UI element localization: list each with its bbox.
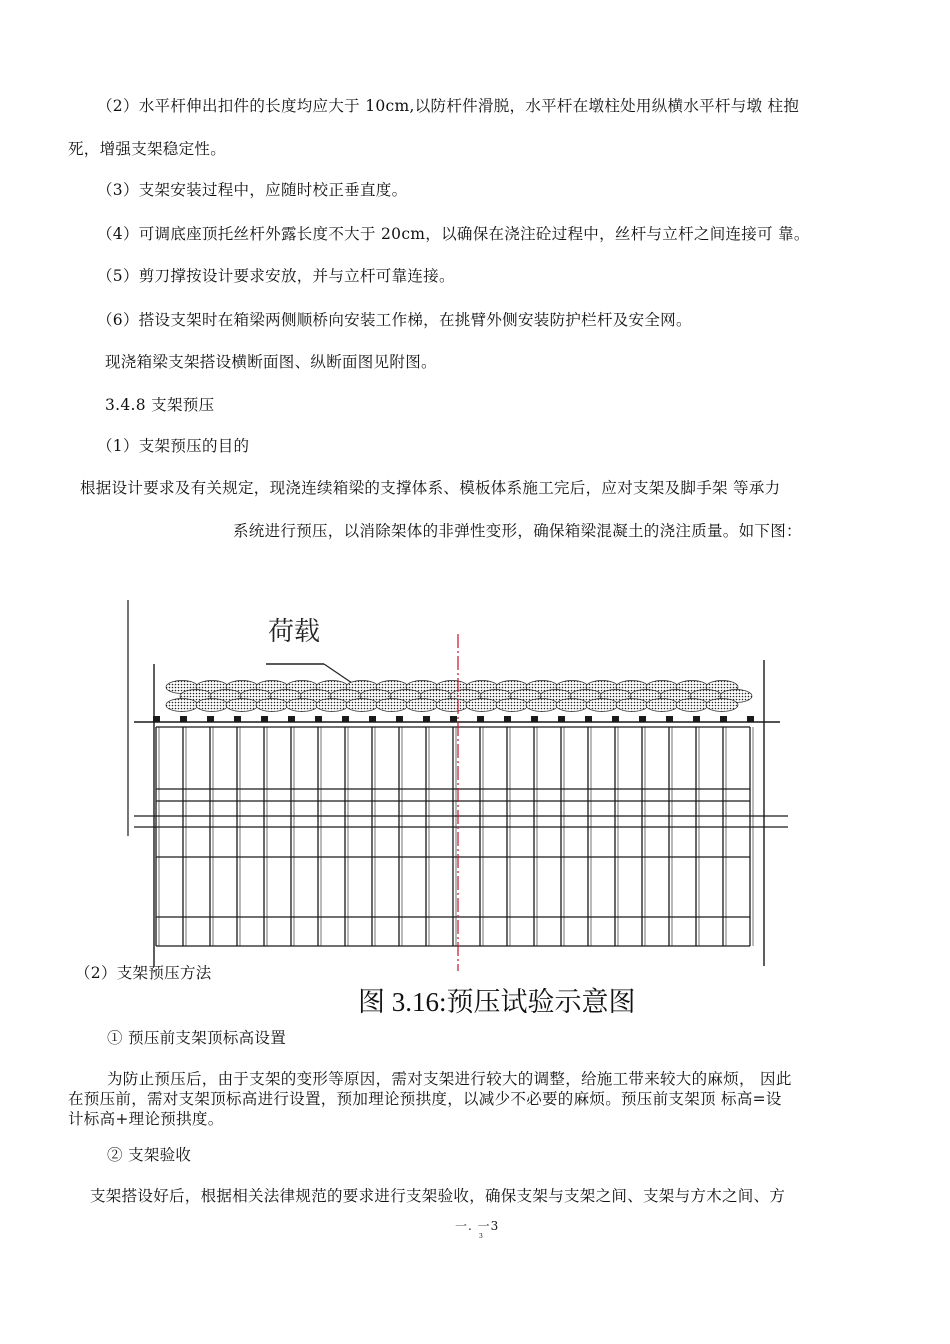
top-support-block [234,716,241,722]
sandbag [376,699,408,712]
sandbag [676,699,708,712]
sandbag [406,699,438,712]
load-leader-arrow [324,664,352,683]
item-1-line-1: 为防止预压后，由于支架的变形等原因，需对支架进行较大的调整，给施工带来较大的麻烦， 因此 [107,1070,792,1088]
item-1-title: ① 预压前支架顶标高设置 [107,1029,287,1047]
subsection-2-title: （2）支架预压方法 [75,964,212,982]
item-1-line-2: 在预压前，需对支架顶标高进行设置，预加理论预拱度，以减少不必要的麻烦。预压前支架顶 标高=设 [68,1090,782,1108]
sandbag [196,699,228,712]
item-1-line-3: 计标高+理论预拱度。 [68,1110,224,1128]
top-support-block [261,716,268,722]
top-support-block [180,716,187,722]
top-support-block [612,716,619,722]
paragraph-2-line-2: 死，增强支架稳定性。 [68,140,227,158]
paragraph-4: （4）可调底座顶托丝杆外露长度不大于 20cm，以确保在浇注砼过程中，丝杆与立杆之间连接可 靠。 [97,225,810,243]
top-support-block [315,716,322,722]
top-support-block [396,716,403,722]
sandbag [436,699,468,712]
top-support-block [477,716,484,722]
sandbag [256,699,288,712]
sandbag [496,699,528,712]
load-label-group [266,617,352,683]
sandbag [616,699,648,712]
top-support-block [423,716,430,722]
top-support-block [153,716,160,722]
top-support-block [342,716,349,722]
top-support-block [288,716,295,722]
paragraph-5: （5）剪刀撑按设计要求安放，并与立杆可靠连接。 [97,267,455,285]
sandbag [286,699,318,712]
subsection-1-line-1: 根据设计要求及有关规定，现浇连续箱梁的支撑体系、模板体系施工完后，应对支架及脚手架 等承力 [80,479,781,497]
item-2-title: ② 支架验收 [107,1146,192,1164]
subsection-1-title: （1）支架预压的目的 [97,437,250,455]
section-title: 3.4.8 支架预压 [105,396,215,414]
top-support-block [720,716,727,722]
sandbag [706,699,738,712]
page-number: 一. 一3 [455,1219,500,1233]
top-support-block [693,716,700,722]
paragraph-3: （3）支架安装过程中，应随时校正垂直度。 [97,181,408,199]
top-support-block [504,716,511,722]
sandbag [316,699,348,712]
sandbag [466,699,498,712]
sandbag [586,699,618,712]
top-support-block [639,716,646,722]
top-support-block [558,716,565,722]
sandbag [556,699,588,712]
sandbag [166,699,198,712]
top-support-block [450,716,457,722]
sandbag [346,699,378,712]
item-2-line-1: 支架搭设好后，根据相关法律规范的要求进行支架验收，确保支架与支架之间、支架与方木之间、方 [90,1187,786,1205]
top-support-block [585,716,592,722]
preload-test-diagram [120,596,800,971]
paragraph-6: （6）搭设支架时在箱梁两侧顺桥向安装工作梯，在挑臂外侧安装防护栏杆及安全网。 [97,311,692,329]
figure-caption: 图 3.16:预压试验示意图 [358,987,636,1017]
top-support-block [531,716,538,722]
page-number-sub: 3 [479,1233,483,1240]
top-support-block [207,716,214,722]
sandbag [526,699,558,712]
sandbag [646,699,678,712]
top-support-block [369,716,376,722]
sandbag [226,699,258,712]
load-label: 荷载 [268,617,321,647]
subsection-1-line-2: 系统进行预压，以消除架体的非弹性变形，确保箱梁混凝土的浇注质量。如下图： [233,522,802,540]
paragraph-7: 现浇箱梁支架搭设横断面图、纵断面图见附图。 [105,353,437,371]
sandbag-load [166,681,752,712]
top-support-block [666,716,673,722]
paragraph-2-line-1: （2）水平杆伸出扣件的长度均应大于 10cm,以防杆件滑脱，水平杆在墩柱处用纵横水平杆与墩 柱抱 [97,97,800,115]
top-support-block [747,716,754,722]
